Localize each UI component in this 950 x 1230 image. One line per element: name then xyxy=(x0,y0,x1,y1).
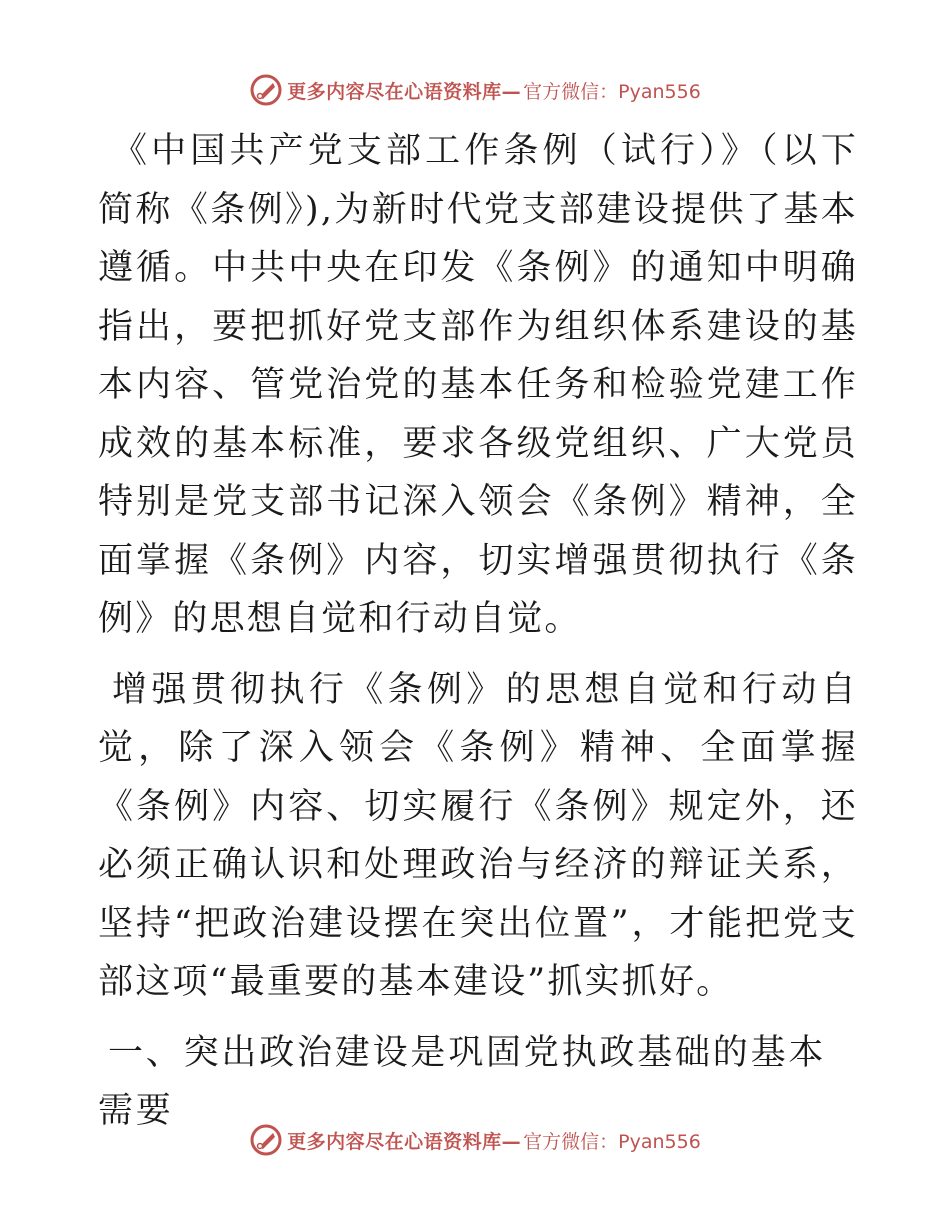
pen-nib-logo-icon xyxy=(249,1123,283,1157)
pen-nib-logo-icon xyxy=(249,73,283,107)
banner-wechat: 官方微信：Pyan556 xyxy=(523,80,701,103)
banner-text: 更多内容尽在心语资料库— xyxy=(287,80,522,103)
section-heading: 一、突出政治建设是巩固党执政基础的基本需要 xyxy=(98,1032,827,1131)
paragraph-1: 《中国共产党支部工作条例（试行）》（以下简称《条例》),为新时代党支部建设提供了基本遵循。中共中央在印发《条例》的通知中明确指出，要把抓好党支部作为组织体系建设的基本内容、管党治党的基本任务和检验党建工作成效的基本标准，要求各级党组织、广大党员特别是党支部书记深入领会《条例》精神，全面掌握《条例》内容，切实增强贯彻执行《条例》的思想自觉和行动自觉。 xyxy=(98,131,858,639)
banner-text: 更多内容尽在心语资料库— xyxy=(287,1130,522,1153)
document-body xyxy=(98,122,858,1141)
banner-wechat: 官方微信：Pyan556 xyxy=(523,1130,701,1153)
header-banner xyxy=(0,70,950,110)
paragraph-2: 增强贯彻执行《条例》的思想自觉和行动自觉，除了深入领会《条例》精神、全面掌握《条例》内容、切实履行《条例》规定外，还必须正确认识和处理政治与经济的辩证关系，坚持“把政治建设摆在突出位置”，才能把党支部这项“最重要的基本建设”抓实抓好。 xyxy=(98,669,858,1002)
footer-banner xyxy=(0,1120,950,1160)
